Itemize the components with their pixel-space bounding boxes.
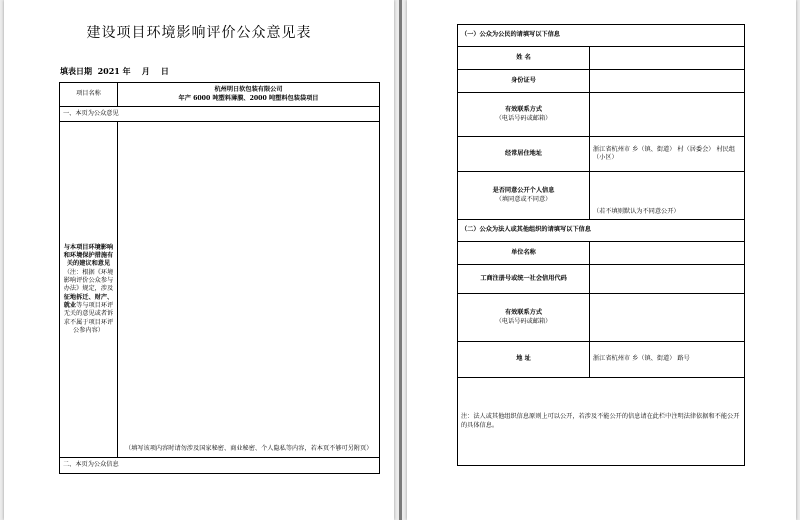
credit-code-input[interactable] — [590, 265, 745, 294]
project-name-line2: 年产 6000 吨塑料薄膜、2000 吨塑料包装袋项目 — [178, 94, 319, 102]
public-info-table — [457, 24, 745, 466]
id-number-label: 身份证号 — [458, 70, 590, 93]
disclose-label: 是否同意公开个人信息 — [492, 187, 555, 195]
disclose-label-cell — [458, 172, 590, 220]
contact-label: 有效联系方式 — [504, 106, 543, 114]
contact-sublabel: （电话号码或邮箱） — [495, 114, 552, 122]
contact-label-cell — [458, 93, 590, 137]
page-divider — [399, 0, 402, 520]
opinion-label-bold: 与本项目环境影响和环境保护措施有关的建议和意见 — [63, 243, 114, 268]
id-number-input[interactable] — [590, 70, 745, 93]
residence-label: 经常居住地址 — [458, 137, 590, 172]
org-footnote-cell[interactable] — [458, 378, 745, 466]
org-contact-input[interactable] — [590, 294, 745, 342]
opinion-label-note-end: 等与项目环评无关的意见或者诉求不属于项目环评公参内容） — [63, 302, 114, 335]
opinion-label — [60, 122, 118, 458]
name-input[interactable] — [590, 47, 745, 70]
contact-input[interactable] — [590, 93, 745, 137]
opinion-label-note-start: （注：根据《环境影响评价公众参与办法》规定，涉及 — [63, 268, 114, 293]
document-page-2 — [407, 0, 796, 520]
section2-title: 二、本页为公众信息 — [60, 458, 380, 474]
org-contact-sublabel: （电话号码或邮箱） — [495, 317, 552, 325]
org-name-label: 单位名称 — [458, 242, 590, 265]
disclose-sublabel: （填同意或不同意） — [495, 195, 552, 203]
project-name-value — [118, 83, 380, 107]
document-page-1 — [4, 0, 394, 520]
disclose-default-note: （若不填则默认为不同意公开） — [593, 207, 680, 215]
page-title: 建设项目环境影响评价公众意见表 — [86, 25, 312, 41]
org-name-input[interactable] — [590, 242, 745, 265]
org-section-header: （二）公众为法人或其他组织的请填写以下信息 — [458, 220, 745, 242]
org-footnote: 注：法人或其他组织信息原则上可以公开，若涉及不能公开的信息请在此栏中注明法律依据和不能公开的具体信息。 — [461, 413, 740, 429]
credit-code-label: 工商注册号或统一社会信用代码 — [458, 265, 590, 294]
citizen-section-header: （一）公众为公民的请填写以下信息 — [458, 25, 745, 47]
project-name-label: 项目名称 — [60, 83, 118, 107]
opinion-footnote: （填写该项内容时请勿涉及国家秘密、商业秘密、个人隐私等内容，若本页不够可另附页） — [125, 444, 373, 452]
address-value[interactable]: 浙江省杭州市 乡（镇、街道） 路号 — [590, 342, 745, 378]
fill-date: 填表日期 2021 年 月 日 — [60, 66, 169, 76]
org-contact-label-cell — [458, 294, 590, 342]
opinion-label-note-bold: 征地拆迁、财产、就业 — [63, 293, 114, 310]
org-contact-label: 有效联系方式 — [504, 309, 543, 317]
project-name-line1: 杭州明日软包装有限公司 — [214, 86, 283, 94]
section1-title: 一、本页为公众意见 — [60, 107, 380, 122]
residence-value[interactable]: 浙江省杭州市 乡（镇、街道） 村（居委会） 村民组（小区） — [590, 137, 745, 172]
opinion-input-area[interactable] — [118, 122, 380, 458]
opinion-form-table — [59, 82, 380, 474]
disclose-input[interactable] — [590, 172, 745, 220]
name-label: 姓 名 — [458, 47, 590, 70]
address-label: 地 址 — [458, 342, 590, 378]
